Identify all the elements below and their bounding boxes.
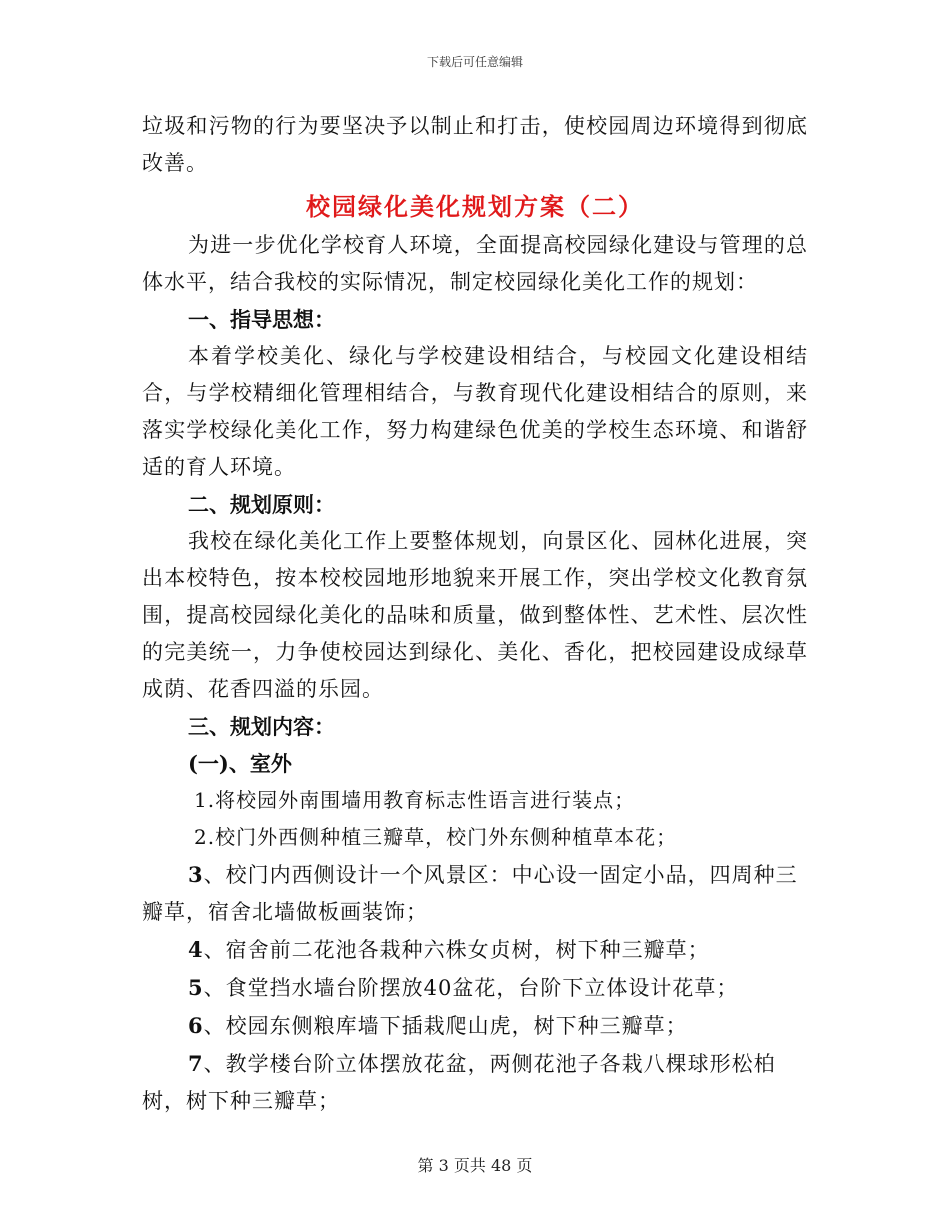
list-item [142,1045,808,1120]
heading-planning-content: 三、规划内容： [188,714,335,739]
lead-paragraph: 垃圾和污物的行为要坚决予以制止和打击，使校园周边环境得到彻底改善。 [142,114,808,175]
item-number: 4 [188,937,204,962]
heading-guiding-thought: 一、指导思想： [188,307,335,332]
item-text: 、校园东侧粮库墙下插栽爬山虎，树下种三瓣草； [203,1014,688,1038]
item-number: 7 [188,1051,204,1076]
item-number: 6 [188,1013,204,1038]
item-text: 、校门内西侧设计一个风景区：中心设一固定小品，四周种三瓣草，宿舍北墙做板画装饰； [142,863,798,924]
item-number: 5 [188,975,204,1000]
list-item [142,1007,808,1045]
section-title: 校园绿化美化规划方案（二） [306,192,644,221]
heading-planning-principles: 二、规划原则： [188,492,335,517]
item-text: 、教学楼台阶立体摆放花盆，两侧花池子各栽八棵球形松柏树，树下种三瓣草； [142,1052,776,1113]
subheading-outdoor: (一)、室外 [188,751,292,776]
list-item [142,856,808,931]
item-text: 、食堂挡水墙台阶摆放40盆花，台阶下立体设计花草； [203,976,739,1000]
item-text: 、宿舍前二花池各栽种六株女贞树，树下种三瓣草； [203,938,710,962]
intro-paragraph: 为进一步优化学校育人环境，全面提高校园绿化建设与管理的总体水平，结合我校的实际情况，制定校园绿化美化工作的规划： [142,233,808,294]
item-number: 3 [188,862,204,887]
page-footer: 第 3 页共 48 页 [417,1156,533,1175]
list-item [142,931,808,969]
document-body [142,108,808,1120]
list-item: 2.校门外西侧种植三瓣草，校门外东侧种植草本花； [194,825,678,849]
planning-principles-paragraph: 我校在绿化美化工作上要整体规划，向景区化、园林化进展，突出本校特色，按本校校园地形地貌来开展工作，突出学校文化教育氛围，提高校园绿化美化的品味和质量，做到整体性、艺术性、层次性的完美统一，力争使校园达到绿化、美化、香化，把校园建设成绿草成荫、花香四溢的乐园。 [142,529,808,701]
guiding-thought-paragraph: 本着学校美化、绿化与学校建设相结合，与校园文化建设相结合，与学校精细化管理相结合，与教育现代化建设相结合的原则，来落实学校绿化美化工作，努力构建绿色优美的学校生态环境、和谐舒适的育人环境。 [142,344,808,479]
page-header: 下载后可任意编辑 [426,55,523,69]
list-item: 1.将校园外南围墙用教育标志性语言进行装点； [194,788,636,812]
list-item [142,969,808,1007]
